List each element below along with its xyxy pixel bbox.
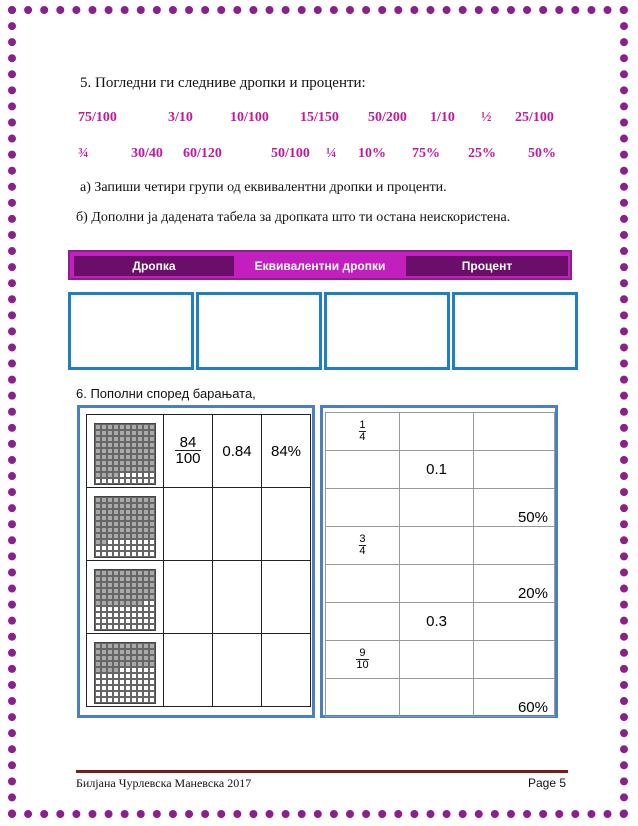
- decimal-cell[interactable]: 0.1: [399, 451, 473, 489]
- percent-cell[interactable]: [262, 488, 311, 561]
- percent-cell[interactable]: 20%: [474, 565, 555, 603]
- hundred-grid: [94, 642, 156, 704]
- hundred-grid: [94, 423, 156, 485]
- conversion-row: [326, 527, 555, 565]
- answer-box[interactable]: [324, 292, 450, 370]
- fraction-cell[interactable]: [164, 415, 213, 488]
- fraction-cell[interactable]: [326, 527, 400, 565]
- fraction-cell[interactable]: [326, 413, 400, 451]
- hundred-grid-cell: [87, 561, 164, 634]
- decimal-cell[interactable]: [399, 565, 473, 603]
- fraction-cell[interactable]: [164, 488, 213, 561]
- percent-cell[interactable]: [262, 634, 311, 707]
- percent-cell[interactable]: 50%: [474, 489, 555, 527]
- percent-cell[interactable]: [474, 641, 555, 679]
- answer-box[interactable]: [196, 292, 322, 370]
- grid-row: [87, 561, 311, 634]
- fraction: [356, 648, 368, 671]
- decimal-cell[interactable]: [213, 634, 262, 707]
- conversion-row: [326, 603, 555, 641]
- item-a: а) Запиши четири групи од еквивалентни дропки и проценти.: [80, 180, 447, 195]
- grid-square: [149, 697, 155, 703]
- fraction-cell[interactable]: [326, 451, 400, 489]
- denominator: 4: [359, 544, 366, 557]
- conversion-row: [326, 451, 555, 489]
- conversion-row: [326, 679, 555, 717]
- fraction-cell[interactable]: [326, 603, 400, 641]
- hundred-grid-cell: [87, 634, 164, 707]
- fraction-cell[interactable]: [164, 561, 213, 634]
- decimal-cell[interactable]: [213, 488, 262, 561]
- footer-page: Page 5: [528, 776, 567, 790]
- decimal-cell[interactable]: [399, 527, 473, 565]
- conversion-row: [326, 413, 555, 451]
- fraction-cell[interactable]: [326, 641, 400, 679]
- conversion-row: [326, 565, 555, 603]
- header-percent: Процент: [406, 256, 568, 276]
- numerator: 3: [359, 532, 366, 545]
- fraction-cell[interactable]: [326, 489, 400, 527]
- footer-author: Билјана Чурлевска Маневска 2017: [76, 776, 252, 790]
- grid-row: [87, 488, 311, 561]
- grid-exercise-panel: [77, 405, 315, 718]
- fraction-item: 50/100: [271, 146, 310, 161]
- decimal-cell[interactable]: [399, 641, 473, 679]
- fraction-item: 60/120: [183, 146, 222, 161]
- conversion-table: [325, 412, 555, 717]
- fraction-item: ¼: [326, 146, 337, 161]
- header-equivalent: Еквивалентни дропки: [240, 256, 400, 276]
- decimal-cell[interactable]: [399, 679, 473, 717]
- fraction-item: 50%: [528, 146, 556, 161]
- fraction-item: 1/10: [430, 110, 455, 125]
- hundred-grid: [94, 496, 156, 558]
- fraction-table-header: [68, 250, 572, 280]
- decimal-cell[interactable]: [213, 561, 262, 634]
- fraction-item: ¾: [78, 146, 89, 161]
- grid-row: [87, 634, 311, 707]
- item-b: б) Дополни ја дадената табела за дропката што ти остана неискористена.: [76, 210, 511, 225]
- fraction-item: 10/100: [230, 110, 269, 125]
- percent-cell[interactable]: [474, 527, 555, 565]
- fraction-item: 25/100: [515, 110, 554, 125]
- hundred-grid: [94, 569, 156, 631]
- fraction: [359, 534, 365, 557]
- percent-cell[interactable]: [474, 413, 555, 451]
- percent-cell[interactable]: 60%: [474, 679, 555, 717]
- fraction-cell[interactable]: [326, 679, 400, 717]
- fraction-item: 75%: [412, 146, 440, 161]
- numerator: 1: [359, 418, 366, 431]
- fraction-item: 15/150: [300, 110, 339, 125]
- fraction: [175, 435, 200, 466]
- hundred-grid-cell: [87, 488, 164, 561]
- numerator: 84: [175, 435, 200, 451]
- denominator: 10: [356, 658, 369, 671]
- percent-cell[interactable]: 84%: [262, 415, 311, 488]
- fraction: [359, 420, 365, 443]
- decimal-cell[interactable]: [399, 413, 473, 451]
- grid-square: [149, 624, 155, 630]
- question-5-title: 5. Погледни ги следниве дропки и проценти:: [80, 75, 366, 91]
- denominator: 4: [359, 430, 366, 443]
- decimal-cell[interactable]: [399, 489, 473, 527]
- fractions-row-1: [78, 110, 568, 130]
- fraction-item: 50/200: [368, 110, 407, 125]
- fraction-item: 3/10: [168, 110, 193, 125]
- fraction-item: 30/40: [131, 146, 163, 161]
- fraction-item: 75/100: [78, 110, 117, 125]
- answer-box[interactable]: [68, 292, 194, 370]
- numerator: 9: [356, 648, 368, 660]
- percent-cell[interactable]: [474, 451, 555, 489]
- fraction-item: 25%: [468, 146, 496, 161]
- grid-row: [87, 415, 311, 488]
- conversion-panel: [320, 405, 558, 718]
- percent-cell[interactable]: [474, 603, 555, 641]
- fraction-cell[interactable]: [326, 565, 400, 603]
- decimal-cell[interactable]: 0.84: [213, 415, 262, 488]
- footer-divider: [76, 770, 568, 773]
- conversion-row: [326, 489, 555, 527]
- grid-square: [149, 551, 155, 557]
- grid-exercise-table: [86, 414, 311, 707]
- percent-cell[interactable]: [262, 561, 311, 634]
- fraction-cell[interactable]: [164, 634, 213, 707]
- denominator: 100: [175, 450, 201, 467]
- conversion-row: [326, 641, 555, 679]
- grid-square: [149, 478, 155, 484]
- hundred-grid-cell: [87, 415, 164, 488]
- fraction-item: 10%: [358, 146, 386, 161]
- decimal-cell[interactable]: 0.3: [399, 603, 473, 641]
- question-6-title: 6. Пополни според барањата,: [76, 386, 256, 401]
- fractions-row-2: [78, 146, 568, 166]
- header-fraction: Дропка: [74, 256, 234, 276]
- fraction-item: ½: [481, 110, 492, 125]
- answer-box[interactable]: [452, 292, 578, 370]
